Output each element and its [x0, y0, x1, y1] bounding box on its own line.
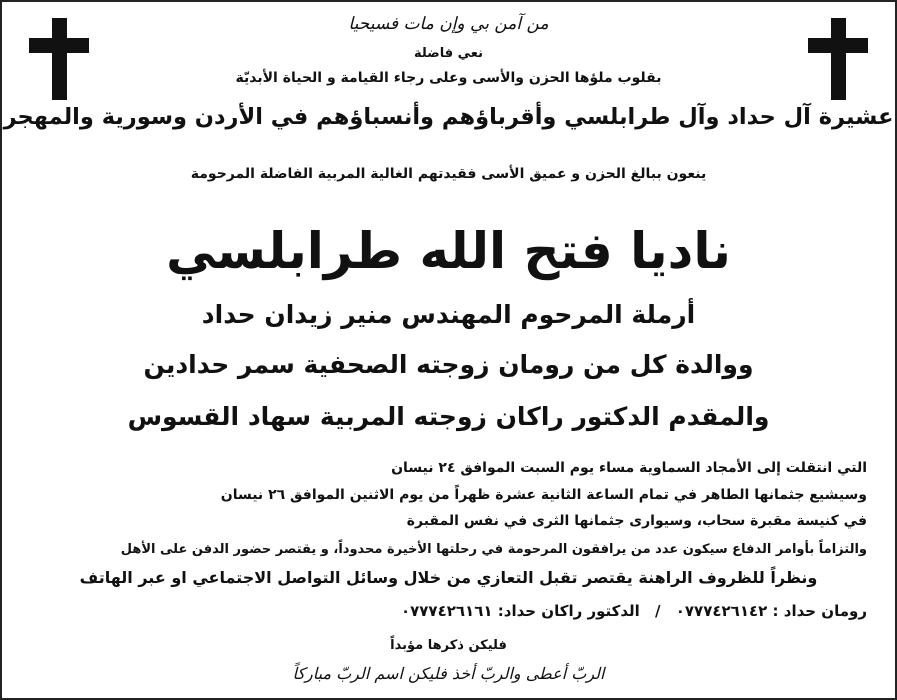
mother-of-line: ووالدة كل من رومان زوجته الصحفية سمر حدادين — [143, 350, 754, 379]
verse-bottom: الربّ أعطى والربّ أخذ فليكن اسم الربّ مباركاً — [292, 664, 605, 683]
families-line: عشيرة آل حداد وآل طرابلسي وأقرباؤهم وأنسباؤهم في الأردن وسورية والمهجر — [3, 104, 894, 130]
roman-phone: ٠٧٧٧٤٢٦١٤٢ — [675, 602, 768, 620]
deceased-name: ناديا فتح الله طرابلسي — [166, 222, 731, 280]
verse-top: من آمن بي وإن مات فسيحيا — [348, 14, 549, 34]
roman-label: رومان حداد : — [772, 602, 867, 620]
contacts-line — [30, 602, 867, 620]
defense-orders-line: والتزاماً بأوامر الدفاع سيكون عدد من يرافقون المرحومة في رحلتها الأخيرة محدوداً، و يقتصر حضور الدفن على الأهل — [120, 542, 867, 557]
condolences-line: ونظراً للظروف الراهنة يقتصر تقبل التعازي من خلال وسائل التواصل الاجتماعي او عبر الهاتف — [79, 568, 818, 587]
mourning-line: ينعون ببالغ الحزن و عميق الأسى فقيدتهم الغالية المربية الفاضلة المرحومة — [190, 166, 707, 182]
remember-line: فليكن ذكرها مؤبداً — [390, 638, 507, 653]
church-line: في كنيسة مقبرة سحاب، وسيوارى جثمانها الثرى في نفس المقبرة — [406, 513, 867, 529]
passed-away-line: التي انتقلت إلى الأمجاد السماوية مساء يوم السبت الموافق ٢٤ نيسان — [391, 460, 867, 476]
widow-of-line: أرملة المرحوم المهندس منير زيدان حداد — [201, 300, 696, 329]
rakan-phone: ٠٧٧٧٤٢٦١٦١ — [400, 602, 493, 620]
contact-separator: / — [655, 602, 661, 620]
funeral-line: وسيشيع جثمانها الطاهر في تمام الساعة الثانية عشرة ظهراً من يوم الاثنين الموافق ٢٦ نيسان — [220, 487, 867, 503]
announcement-title: نعي فاضلة — [413, 46, 484, 61]
rakan-label: الدكتور راكان حداد: — [497, 602, 640, 620]
hearts-line: بقلوب ملؤها الحزن والأسى وعلى رجاء القيامة و الحياة الأبديّة — [235, 70, 662, 86]
officer-son-line: والمقدم الدكتور راكان زوجته المربية سهاد القسوس — [127, 402, 770, 431]
